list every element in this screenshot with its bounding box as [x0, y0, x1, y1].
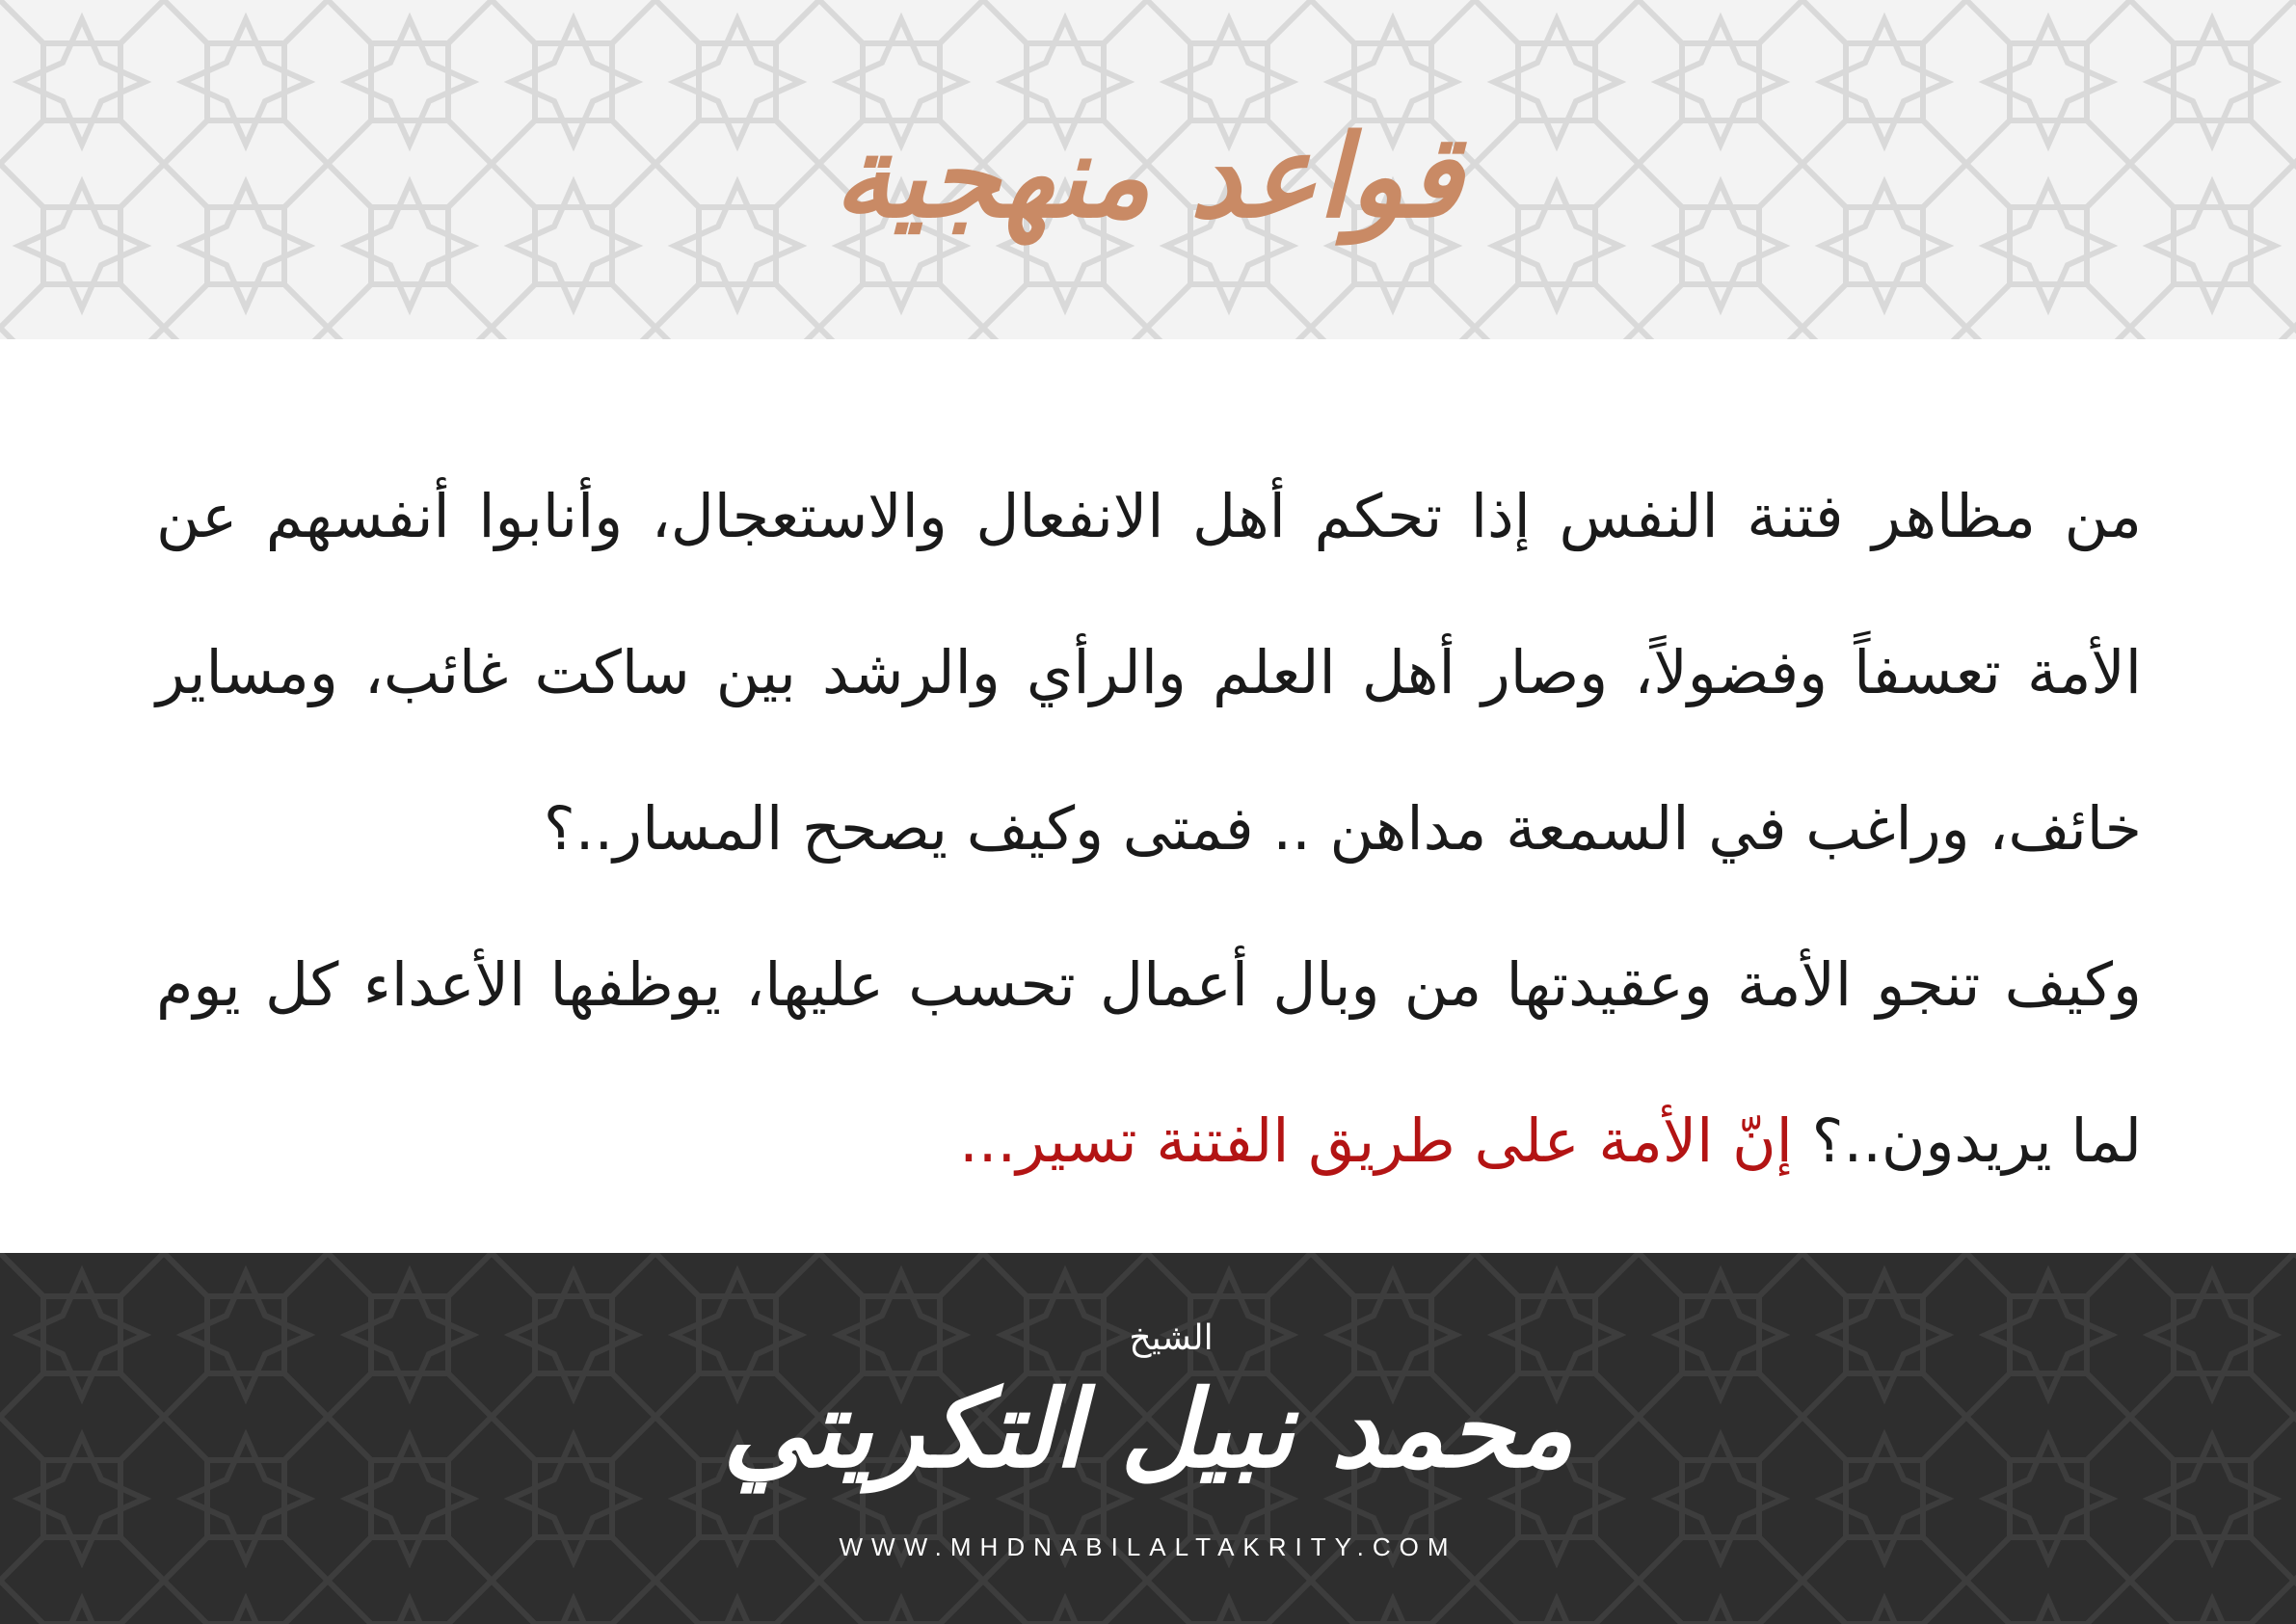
header-banner: [0, 0, 2296, 339]
website-link[interactable]: WWW.MHDNABILALTAKRITY.COM: [839, 1532, 1457, 1561]
paragraph-2-text: وكيف تنجو الأمة وعقيدتها من وبال أعمال تحسب عليها، يوظفها الأعداء كل يوم لما يريدون..؟: [156, 949, 2142, 1176]
article-text: [156, 439, 2142, 1219]
author-honorific: الشيخ: [1129, 1318, 1214, 1358]
header-calligraphy-title: قواعد منهجية: [834, 109, 1462, 243]
paragraph-2: [156, 907, 2142, 1219]
paragraph-1: من مظاهر فتنة النفس إذا تحكم أهل الانفعال والاستعجال، وأنابوا أنفسهم عن الأمة تعسفاً وفضولاً، وصار أهل العلم والرأي والرشد بين ساكت غائب، ومساير خائف، وراغب في السمعة مداهن .. فمتى وكيف يصحح المسار..؟: [156, 481, 2142, 864]
author-signature: محمد نبيل التكريتي: [722, 1367, 1574, 1491]
footer-banner: [0, 1253, 2296, 1624]
highlight-text: إنّ الأمة على طريق الفتنة تسير...: [959, 1105, 1793, 1176]
